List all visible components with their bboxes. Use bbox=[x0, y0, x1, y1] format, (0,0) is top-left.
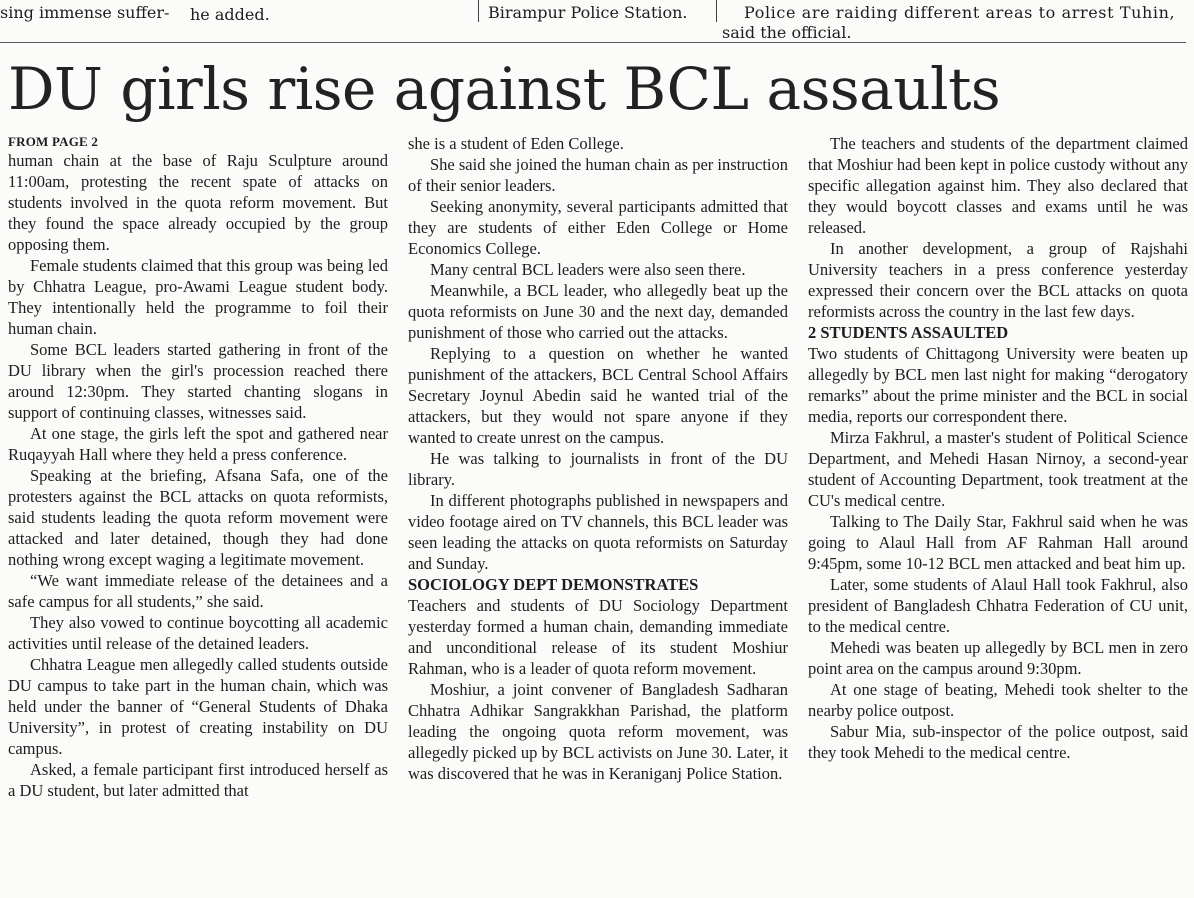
paragraph: Meanwhile, a BCL leader, who allegedly beat up the quota reformists on June 30 and the next day, demanded punishment of those who carried out the attacks. bbox=[408, 281, 788, 342]
paragraph: Moshiur, a joint convener of Bangladesh Sadharan Chhatra Adhikar Sangrakkhan Parishad, the platform leading the ongoing quota reform movement, was allegedly picked up by BCL activists on June 30. Later, it was discovered that he was in Keraniganj Police Station. bbox=[408, 680, 788, 783]
paragraph: Many central BCL leaders were also seen there. bbox=[430, 260, 746, 279]
paragraph: Chhatra League men allegedly called students outside DU campus to take part in the human chain, which was held under the banner of “General Students of Dhaka University”, in protest of creating instability on DU campus. bbox=[8, 655, 388, 758]
paragraph: At one stage of beating, Mehedi took shelter to the nearby police outpost. bbox=[808, 680, 1188, 720]
paragraph: Two students of Chittagong University were beaten up allegedly by BCL men last night for making “derogatory remarks” about the prime minister and the BCL in social media, reports our correspondent there. bbox=[808, 344, 1188, 426]
previous-article-strip bbox=[0, 0, 1194, 44]
paragraph: Later, some students of Alaul Hall took Fakhrul, also president of Bangladesh Chhatra Federation of CU unit, to the medical centre. bbox=[808, 575, 1188, 636]
article-headline: DU girls rise against BCL assaults bbox=[8, 55, 1001, 123]
paragraph: “We want immediate release of the detainees and a safe campus for all students,” she said. bbox=[8, 571, 388, 611]
paragraph: Replying to a question on whether he wanted punishment of the attackers, BCL Central School Affairs Secretary Joynul Abedin said he wanted trial of the attackers, but they would not spare anyone if they wanted to create unrest on the campus. bbox=[408, 344, 788, 447]
column-divider bbox=[716, 0, 717, 22]
strip-text-fragment: Police are raiding different areas to arrest Tuhin, bbox=[744, 3, 1176, 22]
paragraph: human chain at the base of Raju Sculpture around 11:00am, protesting the recent spate of attacks on students involved in the quota reform movement. But they found the space already occupied by the group opposing them. bbox=[8, 151, 388, 254]
section-rule bbox=[0, 42, 1186, 43]
article-column-1 bbox=[8, 133, 388, 801]
paragraph: In another development, a group of Rajshahi University teachers in a press conference yesterday expressed their concern over the BCL attacks on quota reformists across the country in the last few days. bbox=[808, 239, 1188, 321]
strip-text-fragment: he added. bbox=[190, 5, 270, 24]
paragraph: Mehedi was beaten up allegedly by BCL men in zero point area on the campus around 9:30pm. bbox=[808, 638, 1188, 678]
article-column-3 bbox=[808, 133, 1188, 763]
paragraph: At one stage, the girls left the spot and gathered near Ruqayyah Hall where they held a press conference. bbox=[8, 424, 388, 464]
strip-text-fragment: said the official. bbox=[722, 23, 852, 42]
continuation-kicker: FROM PAGE 2 bbox=[8, 134, 99, 149]
paragraph: In different photographs published in newspapers and video footage aired on TV channels, this BCL leader was seen leading the attacks on quota reformists on Saturday and Sunday. bbox=[408, 491, 788, 573]
paragraph: Talking to The Daily Star, Fakhrul said when he was going to Alaul Hall from AF Rahman Hall around 9:45pm, some 10-12 BCL men attacked and beat him up. bbox=[808, 512, 1188, 573]
column-divider bbox=[478, 0, 479, 22]
paragraph: They also vowed to continue boycotting all academic activities until release of the detained leaders. bbox=[8, 613, 388, 653]
paragraph: Female students claimed that this group was being led by Chhatra League, pro-Awami League student body. They intentionally held the programme to foil their human chain. bbox=[8, 256, 388, 338]
paragraph: She said she joined the human chain as per instruction of their senior leaders. bbox=[408, 155, 788, 195]
section-subhead: 2 STUDENTS ASSAULTED bbox=[808, 323, 1009, 342]
paragraph: Speaking at the briefing, Afsana Safa, one of the protesters against the BCL attacks on quota reformists, said students leading the quota reform movement were attacked and later detained, though they had done nothing wrong except waging a legitimate movement. bbox=[8, 466, 388, 569]
article-column-2 bbox=[408, 133, 788, 784]
paragraph: Teachers and students of DU Sociology Department yesterday formed a human chain, demanding immediate and unconditional release of its student Moshiur Rahman, who is a leader of quota reform movement. bbox=[408, 596, 788, 678]
paragraph: He was talking to journalists in front of the DU library. bbox=[408, 449, 788, 489]
paragraph: Some BCL leaders started gathering in front of the DU library when the girl's procession reached there around 12:30pm. They started chanting slogans in support of continuing classes, witnesses said. bbox=[8, 340, 388, 422]
paragraph: The teachers and students of the department claimed that Moshiur had been kept in police custody without any specific allegation against him. They also declared that they would boycott classes and exams until he was released. bbox=[808, 134, 1188, 237]
paragraph: Mirza Fakhrul, a master's student of Political Science Department, and Mehedi Hasan Nirnoy, a second-year student of Accounting Department, took treatment at the CU's medical centre. bbox=[808, 428, 1188, 510]
paragraph: Seeking anonymity, several participants admitted that they are students of either Eden College or Home Economics College. bbox=[408, 197, 788, 258]
paragraph: Sabur Mia, sub-inspector of the police outpost, said they took Mehedi to the medical centre. bbox=[808, 722, 1188, 762]
section-subhead: SOCIOLOGY DEPT DEMONSTRATES bbox=[408, 575, 699, 594]
paragraph: Asked, a female participant first introduced herself as a DU student, but later admitted that bbox=[8, 760, 388, 800]
paragraph: she is a student of Eden College. bbox=[408, 134, 624, 153]
strip-text-fragment: Birampur Police Station. bbox=[488, 3, 688, 22]
strip-text-fragment: sing immense suffer- bbox=[0, 3, 170, 22]
